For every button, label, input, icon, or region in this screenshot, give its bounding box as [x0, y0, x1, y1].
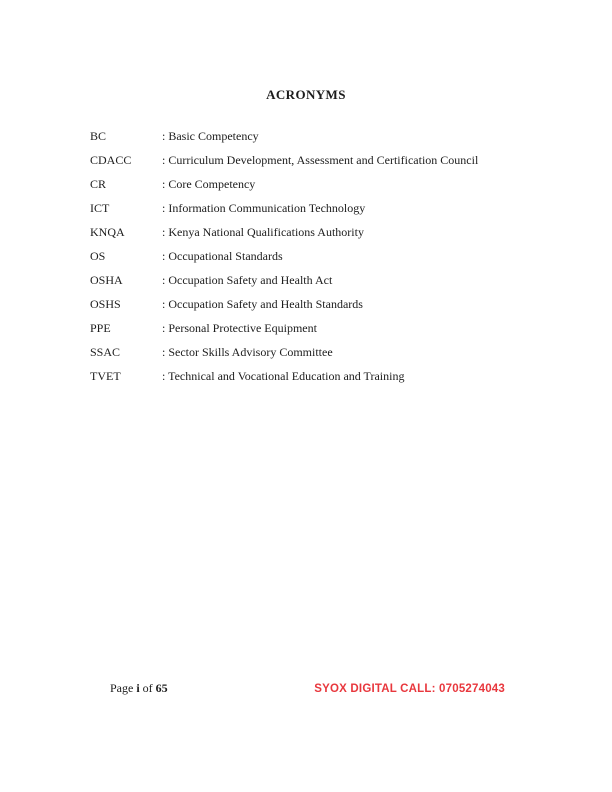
page-number-label	[110, 681, 168, 696]
acronym-row	[90, 298, 522, 311]
acronym-row	[90, 274, 522, 287]
acronym-row	[90, 322, 522, 335]
acronym-definition: : Occupation Safety and Health Act	[162, 273, 333, 287]
acronym-row	[90, 202, 522, 215]
acronym-abbreviation: TVET	[90, 369, 121, 383]
watermark-text: SYOX DIGITAL CALL: 0705274043	[314, 683, 505, 695]
page-title: ACRONYMS	[266, 87, 346, 102]
acronym-abbreviation: CR	[90, 177, 107, 191]
acronym-definition: : Information Communication Technology	[162, 201, 366, 215]
page-label-number: i	[136, 681, 140, 695]
acronym-abbreviation: SSAC	[90, 345, 121, 359]
page-label-prefix: Page	[110, 681, 134, 695]
page-footer	[110, 681, 505, 696]
acronym-row	[90, 154, 522, 167]
page-label-middle: of	[142, 681, 153, 695]
acronym-abbreviation: ICT	[90, 201, 110, 215]
acronym-list	[90, 130, 522, 383]
page-label-total: 65	[155, 681, 168, 695]
acronym-abbreviation: OSHS	[90, 297, 121, 311]
acronym-abbreviation: CDACC	[90, 153, 132, 167]
acronym-abbreviation: KNQA	[90, 225, 125, 239]
acronym-definition: : Occupational Standards	[162, 249, 283, 263]
acronym-definition: : Personal Protective Equipment	[162, 321, 317, 335]
acronym-row	[90, 226, 522, 239]
acronym-abbreviation: OS	[90, 249, 106, 263]
acronym-definition: : Sector Skills Advisory Committee	[162, 345, 333, 359]
acronym-definition: : Core Competency	[162, 177, 256, 191]
acronym-definition: : Kenya National Qualifications Authority	[162, 225, 364, 239]
acronym-row	[90, 178, 522, 191]
acronym-definition: : Basic Competency	[162, 129, 259, 143]
acronym-abbreviation: OSHA	[90, 273, 123, 287]
acronym-definition: : Curriculum Development, Assessment and Certification Council	[162, 153, 479, 167]
acronym-definition: : Technical and Vocational Education and Training	[162, 369, 405, 383]
acronym-abbreviation: PPE	[90, 321, 111, 335]
acronym-row	[90, 346, 522, 359]
acronym-abbreviation: BC	[90, 129, 107, 143]
acronym-row	[90, 370, 522, 383]
acronym-definition: : Occupation Safety and Health Standards	[162, 297, 363, 311]
acronym-row	[90, 130, 522, 143]
acronym-row	[90, 250, 522, 263]
